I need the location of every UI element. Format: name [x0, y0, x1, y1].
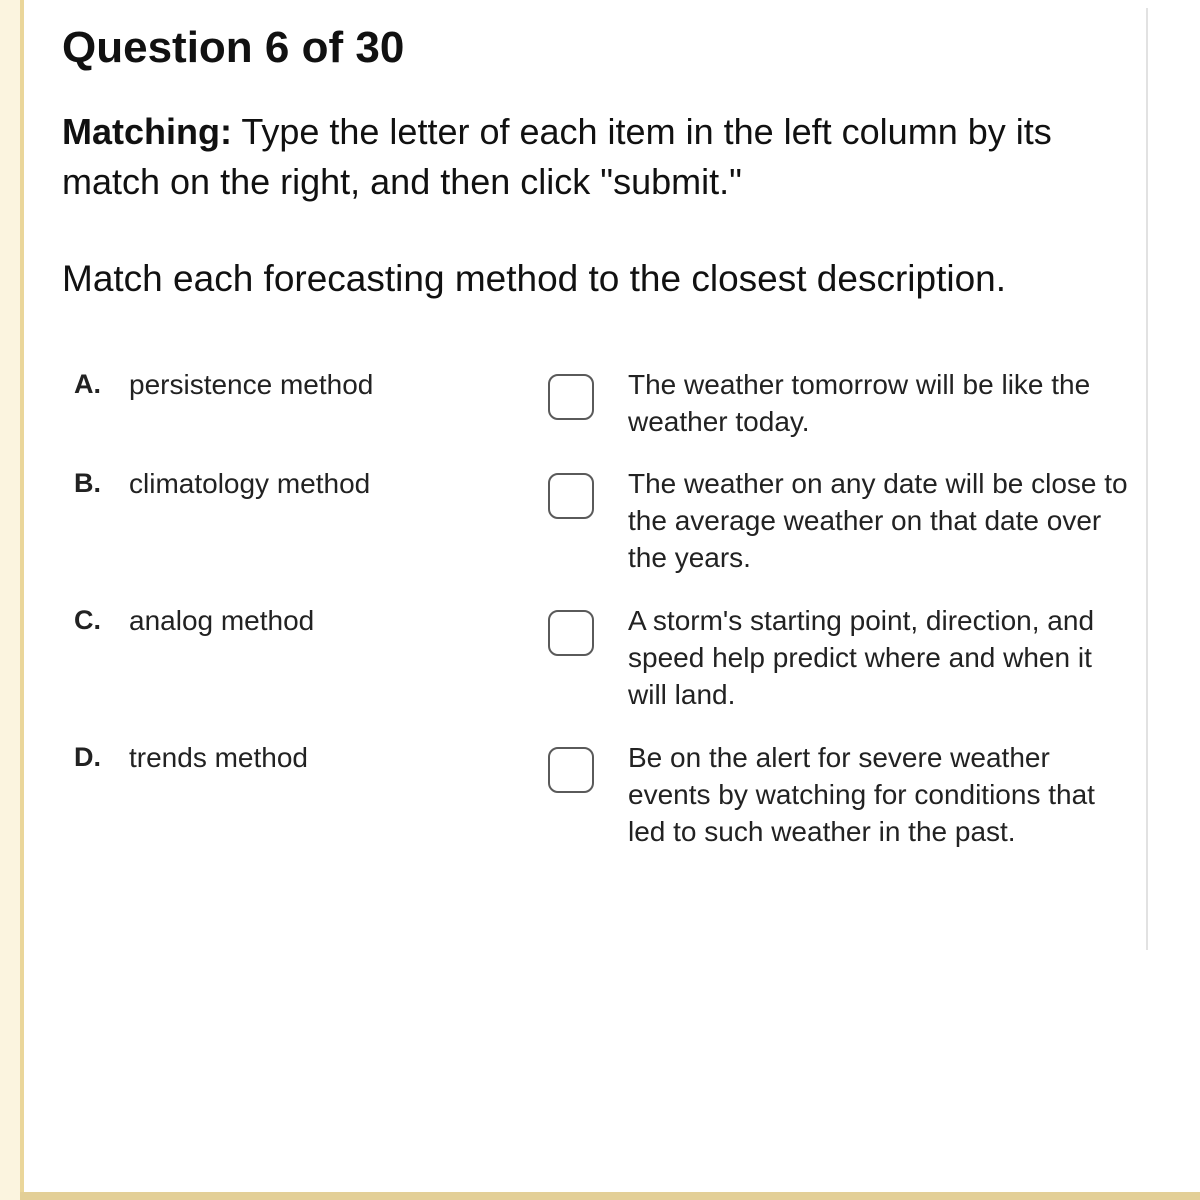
question-prompt: Match each forecasting method to the closest description.	[62, 258, 1007, 299]
item-letter: B.	[74, 468, 101, 498]
match-description: The weather on any date will be close to the average weather on that date over the years.	[628, 468, 1128, 573]
item-label: trends method	[129, 742, 308, 773]
match-description: The weather tomorrow will be like the weather today.	[628, 369, 1091, 437]
page-title: Question 6 of 30	[62, 23, 405, 72]
instructions	[62, 107, 1132, 207]
item-letter: D.	[74, 742, 101, 772]
item-letter: A.	[74, 369, 101, 399]
instructions-text: Type the letter of each item in the left column by its match on the right, and then click "submit."	[62, 111, 1052, 202]
bottom-border	[20, 1192, 1200, 1200]
scrollbar-track	[1146, 8, 1148, 950]
item-label: analog method	[129, 605, 315, 636]
instructions-label: Matching:	[62, 111, 232, 152]
answer-input[interactable]	[548, 747, 594, 793]
item-letter: C.	[74, 605, 101, 635]
match-description: A storm's starting point, direction, and speed help predict where and when it will land.	[628, 605, 1095, 710]
item-label: climatology method	[129, 468, 371, 499]
answer-input[interactable]	[548, 473, 594, 519]
match-description: Be on the alert for severe weather events by watching for conditions that led to such weather in the past.	[628, 742, 1095, 847]
answer-input[interactable]	[548, 610, 594, 656]
item-label: persistence method	[129, 369, 374, 400]
answer-input[interactable]	[548, 374, 594, 420]
